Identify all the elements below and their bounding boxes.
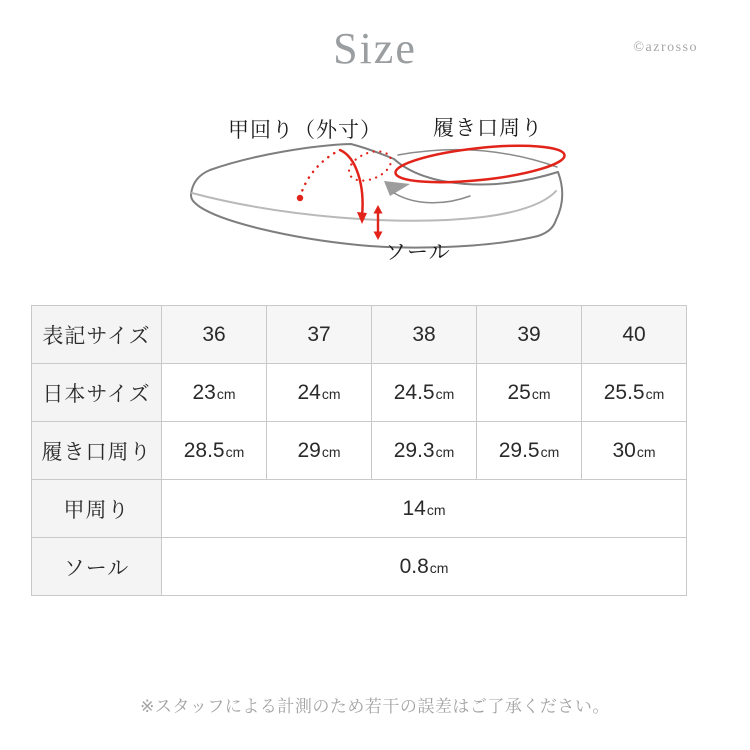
value-cell: 23cm bbox=[162, 364, 267, 422]
span-value-cell-sole: 0.8cm bbox=[162, 538, 687, 596]
size-header-cell-37: 37 bbox=[267, 306, 372, 364]
unit-label: cm bbox=[321, 385, 341, 402]
size-header-cell-36: 36 bbox=[162, 306, 267, 364]
unit-label: cm bbox=[645, 385, 665, 402]
sole-label: ソール bbox=[385, 241, 451, 264]
size-table bbox=[31, 305, 687, 596]
unit-label: cm bbox=[321, 443, 341, 460]
row-label-cell-sole: ソール bbox=[32, 538, 162, 596]
instep-measure-dot bbox=[297, 195, 303, 201]
size-header-cell-38: 38 bbox=[372, 306, 477, 364]
shoe-measurement-diagram bbox=[188, 100, 568, 270]
unit-label: cm bbox=[540, 443, 560, 460]
value-cell: 25cm bbox=[477, 364, 582, 422]
unit-label: cm bbox=[435, 443, 455, 460]
value-cell: 24.5cm bbox=[372, 364, 477, 422]
unit-label: cm bbox=[435, 385, 455, 402]
unit-label: cm bbox=[429, 559, 449, 576]
size-header-cell-40: 40 bbox=[582, 306, 687, 364]
unit-label: cm bbox=[636, 443, 656, 460]
value-cell: 24cm bbox=[267, 364, 372, 422]
row-label-cell-opening: 履き口周り bbox=[32, 422, 162, 480]
corner-label: 表記サイズ bbox=[42, 324, 151, 348]
value-cell: 28.5cm bbox=[162, 422, 267, 480]
value-cell: 30cm bbox=[582, 422, 687, 480]
unit-label: cm bbox=[225, 443, 245, 460]
value-cell: 25.5cm bbox=[582, 364, 687, 422]
page-title: Size bbox=[333, 24, 417, 73]
value-cell: 29cm bbox=[267, 422, 372, 480]
instep-label: 甲回り（外寸） bbox=[228, 119, 382, 142]
size-header-cell-39: 39 bbox=[477, 306, 582, 364]
value-cell: 29.3cm bbox=[372, 422, 477, 480]
span-value-cell-instep: 14cm bbox=[162, 480, 687, 538]
table-corner-label-cell bbox=[32, 306, 162, 364]
unit-label: cm bbox=[531, 385, 551, 402]
unit-label: cm bbox=[426, 501, 446, 518]
opening-label: 履き口周り bbox=[433, 117, 543, 140]
unit-label: cm bbox=[216, 385, 236, 402]
watermark-credit: ©azrosso bbox=[633, 40, 698, 55]
row-label-cell-instep: 甲周り bbox=[32, 480, 162, 538]
row-label-cell-japan-size: 日本サイズ bbox=[32, 364, 162, 422]
value-cell: 29.5cm bbox=[477, 422, 582, 480]
measurement-disclaimer: ※スタッフによる計測のため若干の誤差はご了承ください。 bbox=[140, 697, 610, 716]
